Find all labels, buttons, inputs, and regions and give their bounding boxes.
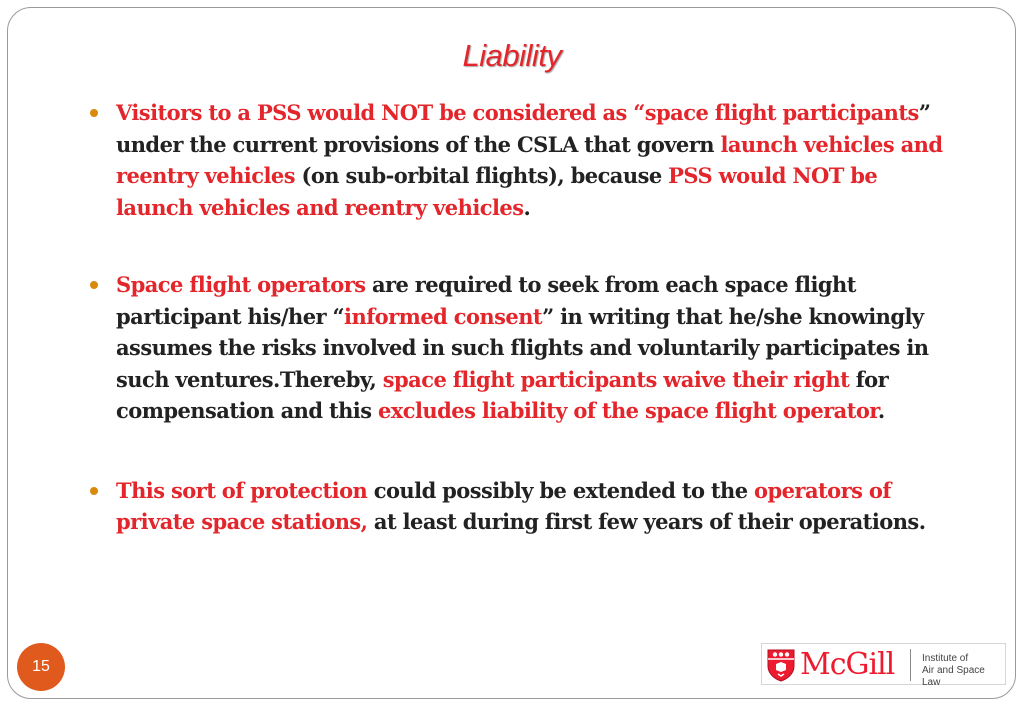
bullet-dot-icon <box>90 281 98 289</box>
highlighted-text: Visitors to a PSS would NOT be considered as “space flight participants <box>116 100 919 125</box>
logo-unit <box>922 653 1005 689</box>
bullet-item <box>90 475 950 538</box>
bullet-dot-icon <box>90 487 98 495</box>
highlighted-text: launch vehicles and reentry vehicles <box>116 131 943 188</box>
logo-unit-line2: Air and Space Law <box>922 665 985 688</box>
bullet-text <box>116 478 925 535</box>
bullet-item <box>90 97 950 223</box>
body-text: for compensation and this <box>116 366 889 423</box>
logo-divider <box>910 649 911 681</box>
logo-unit-line1: Institute of <box>922 653 969 664</box>
highlighted-text: informed consent <box>344 303 543 329</box>
body-text: ” in writing that he/she knowingly assumes the risks involved in such flights and voluntarily participates in such ventures.Thereby, <box>116 303 929 392</box>
highlighted-text: This sort of protection <box>116 477 368 503</box>
body-text: . <box>523 194 531 220</box>
bullet-text <box>116 100 943 220</box>
body-text: at least during first few years of their operations. <box>367 509 926 534</box>
body-text: ” under the current provisions of the CSLA that govern <box>116 100 931 157</box>
highlighted-text: PSS would NOT be launch vehicles and reentry vehicles <box>116 163 878 220</box>
mcgill-logo <box>761 643 1006 688</box>
mcgill-crest-icon <box>766 648 796 682</box>
bullet-list <box>90 97 950 538</box>
bullet-dot-icon <box>90 109 98 117</box>
highlighted-text: excludes liability of the space flight operator <box>377 398 878 423</box>
body-text: could possibly be extended to the <box>367 477 755 503</box>
slide-title: Liability <box>462 38 562 73</box>
body-text: are required to seek from each space flight participant his/her “ <box>116 272 856 329</box>
highlighted-text: space flight participants waive their right <box>382 366 850 392</box>
bullet-text <box>116 272 928 423</box>
highlighted-text: operators of private space stations, <box>116 477 891 534</box>
page-number-badge: 15 <box>17 643 65 691</box>
body-text: . <box>877 398 885 423</box>
highlighted-text: Space flight operators <box>116 272 366 297</box>
body-text: (on sub-orbital flights), because <box>295 163 669 188</box>
bullet-item <box>90 269 950 427</box>
logo-name: McGill <box>800 647 895 682</box>
